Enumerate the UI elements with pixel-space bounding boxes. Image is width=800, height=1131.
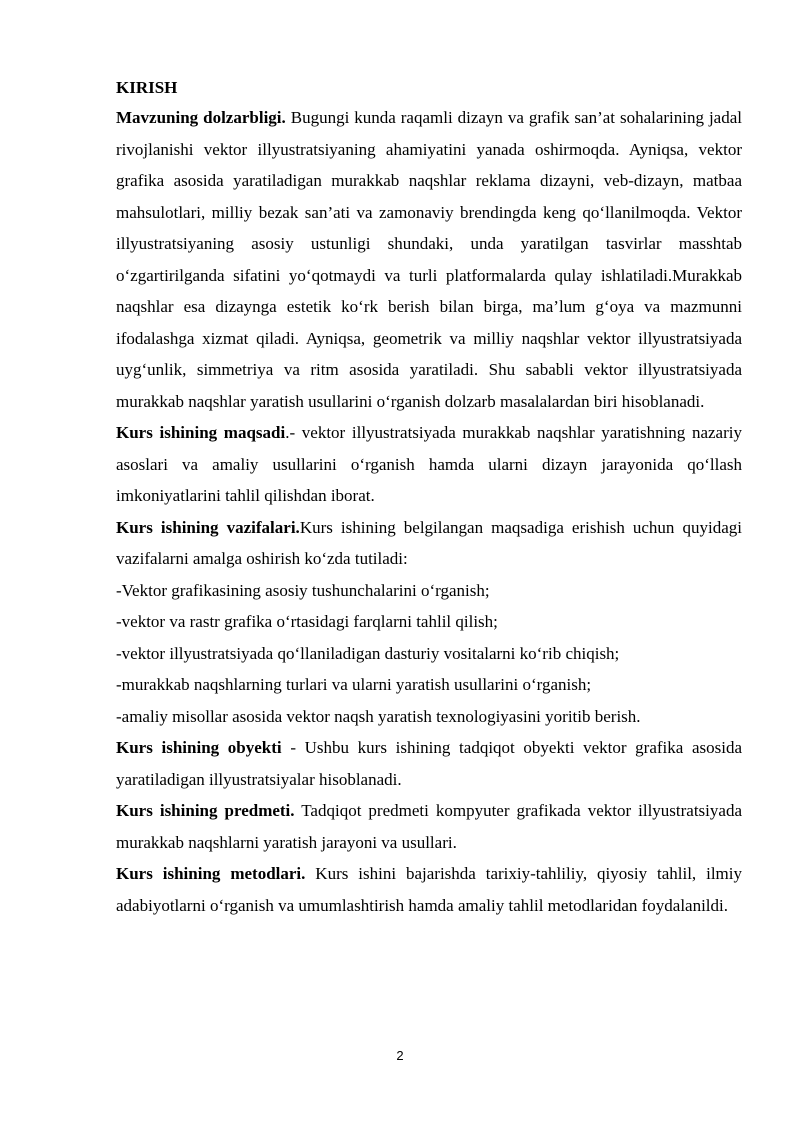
- relevance-text: Bugungi kunda raqamli dizayn va grafik san’at sohalarining jadal rivojlanishi vektor illyustratsiyaning ahamiyatini yanada oshirmoqda. Ayniqsa, vektor grafika asosida yaratiladigan murakkab naqshlar reklama dizayni, veb-dizayn, matbaa mahsulotlari, milliy bezak san’ati va zamonaviy brendingda keng qo‘llanilmoqda. Vektor illyustratsiyaning asosiy ustunligi shundaki, unda yaratilgan tasvirlar masshtab o‘zgartirilganda sifatini yo‘qotmaydi va turli platformalarda qulay ishlatiladi.Murakkab naqshlar esa dizaynga estetik ko‘rk berish bilan birga, ma’lum g‘oya va mazmunni ifodalashga xizmat qiladi. Ayniqsa, geometrik va milliy naqshlar vektor illyustratsiyada uyg‘unlik, simmetriya va ritm asosida yaratiladi. Shu sababli vektor illyustratsiyada murakkab naqshlar yaratish usullarini o‘rganish dolzarb masalalardan biri hisoblanadi.: [116, 108, 742, 411]
- task-item: -vektor illyustratsiyada qo‘llaniladigan dasturiy vositalarni ko‘rib chiqish;: [116, 643, 620, 663]
- subject-paragraph: [116, 795, 742, 858]
- object-text: - Ushbu kurs ishining tadqiqot obyekti vektor grafika asosida yaratiladigan illyustratsiyalar hisoblanadi.: [116, 738, 743, 789]
- page-number: 2: [396, 1048, 404, 1063]
- relevance-paragraph: [116, 102, 742, 417]
- goal-paragraph: [116, 417, 742, 512]
- methods-paragraph: [116, 858, 742, 921]
- task-item: -amaliy misollar asosida vektor naqsh yaratish texnologiyasini yoritib berish.: [116, 706, 641, 726]
- page-content: [116, 74, 742, 921]
- object-paragraph: [116, 732, 742, 795]
- relevance-label: Mavzuning dolzarbligi.: [116, 108, 286, 127]
- goal-label: Kurs ishining maqsadi: [116, 423, 286, 442]
- tasks-label: Kurs ishining vazifalari.: [116, 517, 300, 537]
- task-item: -vektor va rastr grafika o‘rtasidagi farqlarni tahlil qilish;: [116, 612, 498, 631]
- subject-label: Kurs ishining predmeti.: [116, 801, 295, 820]
- tasks-paragraph: [116, 512, 742, 575]
- methods-text: Kurs ishini bajarishda tarixiy-tahliliy, qiyosiy tahlil, ilmiy adabiyotlarni o‘rganish va umumlashtirish hamda amaliy tahlil metodlaridan foydalanildi.: [116, 864, 742, 915]
- tasks-text: Kurs ishining belgilangan maqsadiga erishish uchun quyidagi vazifalarni amalga oshirish ko‘zda tutiladi:: [116, 517, 742, 568]
- section-heading: KIRISH: [116, 78, 178, 97]
- subject-text: Tadqiqot predmeti kompyuter grafikada vektor illyustratsiyada murakkab naqshlarni yaratish jarayoni va usullari.: [116, 801, 742, 852]
- task-item: -Vektor grafikasining asosiy tushunchalarini o‘rganish;: [116, 580, 490, 600]
- task-item: -murakkab naqshlarning turlari va ularni yaratish usullarini o‘rganish;: [116, 675, 592, 694]
- object-label: Kurs ishining obyekti: [116, 738, 282, 757]
- goal-text: .- vektor illyustratsiyada murakkab naqshlar yaratishning nazariy asoslari va amaliy usullarini o‘rganish hamda ularni dizayn jarayonida qo‘llash imkoniyatlarini tahlil qilishdan iborat.: [116, 423, 742, 505]
- methods-label: Kurs ishining metodlari.: [116, 864, 306, 883]
